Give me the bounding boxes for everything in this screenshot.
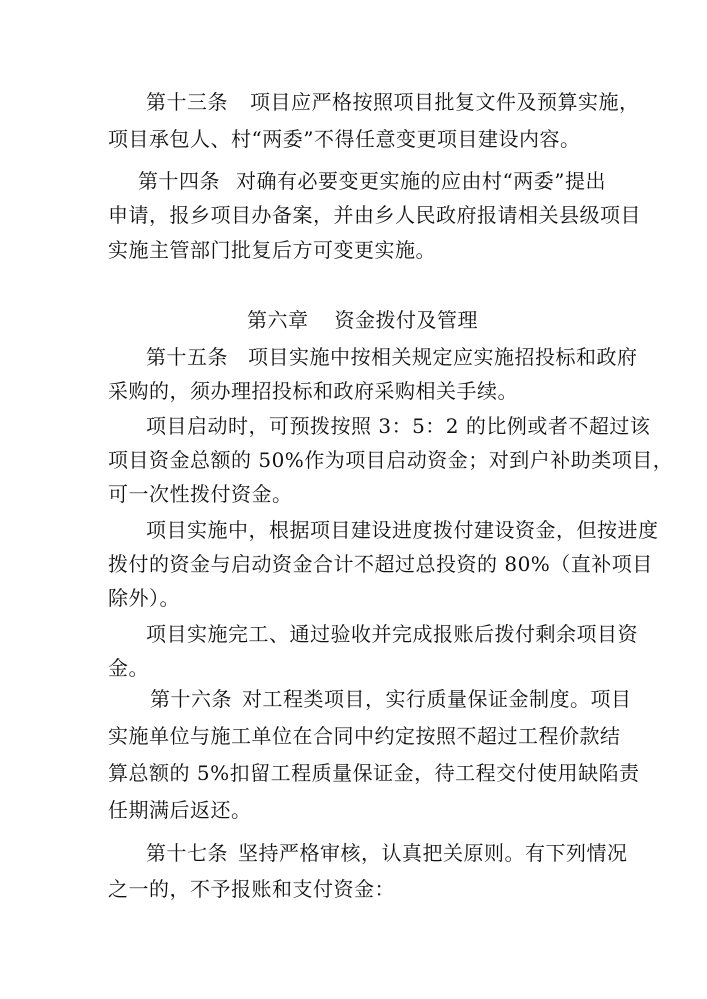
article-15-para-4-line-2: 金。 bbox=[108, 656, 149, 680]
article-13-line-1 bbox=[146, 89, 640, 115]
article-17-label: 第十七条 bbox=[146, 841, 228, 865]
article-16-text-1: 对工程类项目，实行质量保证金制度。项目 bbox=[242, 687, 632, 711]
article-16-line-1 bbox=[150, 686, 632, 712]
article-14-label: 第十四条 bbox=[138, 169, 220, 193]
article-14-text-1: 对确有必要变更实施的应由村“两委”提出 bbox=[236, 169, 606, 193]
article-15-para-3-line-1: 项目实施中，根据项目建设进度拨付建设资金，但按进度 bbox=[146, 518, 659, 542]
article-13-text-1: 项目应严格按照项目批复文件及预算实施， bbox=[250, 90, 640, 114]
article-13-label: 第十三条 bbox=[146, 90, 228, 114]
article-15-para-4-line-1: 项目实施完工、通过验收并完成报账后拨付剩余项目资 bbox=[146, 622, 638, 646]
article-14-line-2: 申请，报乡项目办备案，并由乡人民政府报请相关县级项目 bbox=[108, 203, 641, 227]
article-16-label: 第十六条 bbox=[150, 687, 232, 711]
article-15-line-1 bbox=[146, 344, 638, 370]
article-15-para-2-line-3: 可一次性拨付资金。 bbox=[108, 482, 293, 506]
article-15-para-3-line-2: 拨付的资金与启动资金合计不超过总投资的 80%（直补项目 bbox=[108, 552, 653, 576]
chapter-label: 第六章 bbox=[247, 308, 309, 332]
article-16-line-3: 算总额的 5%扣留工程质量保证金，待工程交付使用缺陷责 bbox=[108, 761, 640, 785]
article-15-para-3-line-3: 除外）。 bbox=[108, 586, 180, 610]
chapter-title: 资金拨付及管理 bbox=[334, 308, 478, 332]
article-13-line-2: 项目承包人、村“两委”不得任意变更项目建设内容。 bbox=[108, 127, 581, 151]
article-14-line-3: 实施主管部门批复后方可变更实施。 bbox=[108, 238, 436, 262]
article-17-text-1: 坚持严格审核，认真把关原则。有下列情况 bbox=[238, 841, 628, 865]
article-14-line-1 bbox=[138, 168, 606, 194]
article-15-text-1: 项目实施中按相关规定应实施招投标和政府 bbox=[248, 345, 638, 369]
article-15-label: 第十五条 bbox=[146, 345, 228, 369]
article-15-line-2: 采购的，须办理招投标和政府采购相关手续。 bbox=[108, 379, 518, 403]
article-17-line-1 bbox=[146, 840, 628, 866]
article-16-line-4: 任期满后返还。 bbox=[108, 798, 252, 822]
article-16-line-2: 实施单位与施工单位在合同中约定按照不超过工程价款结 bbox=[108, 724, 621, 748]
article-17-line-2: 之一的，不予报账和支付资金： bbox=[108, 877, 395, 901]
article-15-para-2-line-1: 项目启动时，可预拨按照 3：5：2 的比例或者不超过该 bbox=[146, 414, 651, 438]
chapter-heading bbox=[247, 307, 478, 333]
article-15-para-2-line-2: 项目资金总额的 50%作为项目启动资金；对到户补助类项目， bbox=[108, 448, 674, 472]
